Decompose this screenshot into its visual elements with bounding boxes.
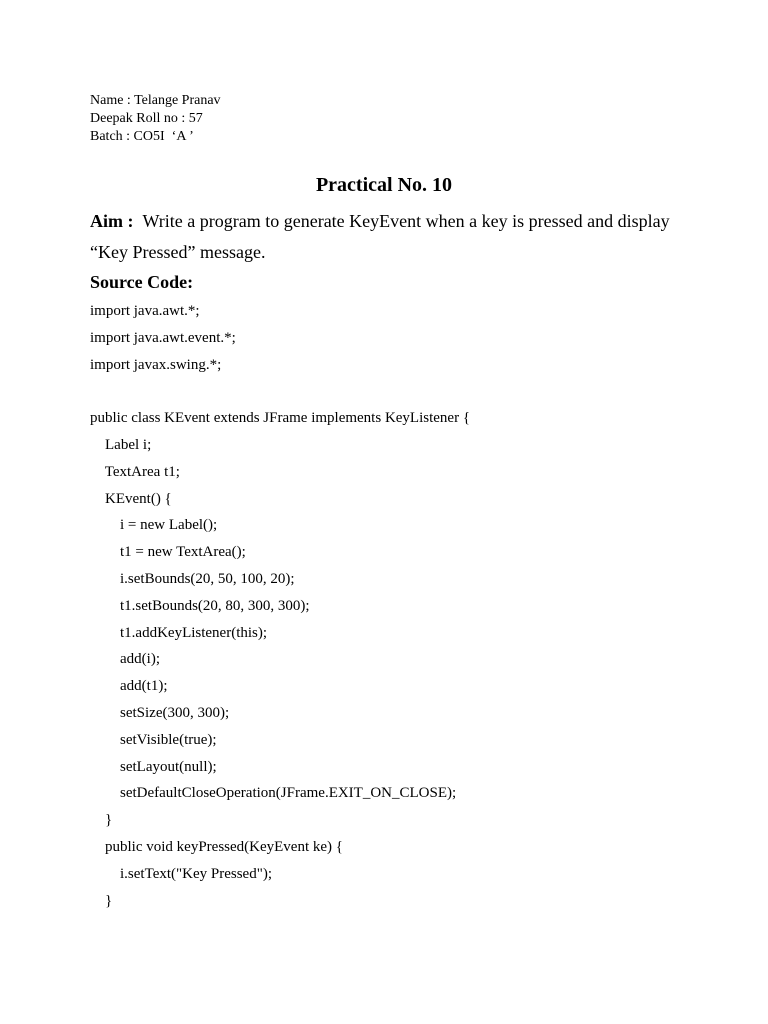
student-info <box>90 92 221 146</box>
code-line: } <box>90 812 113 829</box>
code-line: KEvent() { <box>90 490 172 507</box>
code-line: setDefaultCloseOperation(JFrame.EXIT_ON_CLOSE); <box>90 785 457 802</box>
code-line: i = new Label(); <box>90 517 218 534</box>
student-name-line: Name : Telange Pranav <box>90 93 221 108</box>
code-line: public void keyPressed(KeyEvent ke) { <box>90 838 343 855</box>
code-line: t1.addKeyListener(this); <box>90 624 268 641</box>
code-line: setSize(300, 300); <box>90 704 230 721</box>
code-line: TextArea t1; <box>90 463 180 480</box>
code-line: add(i); <box>90 651 160 668</box>
source-code-heading: Source Code: <box>90 272 194 292</box>
code-line: import javax.swing.*; <box>90 356 222 373</box>
batch-line: Batch : CO5I ‘A ’ <box>90 129 194 144</box>
practical-title: Practical No. 10 <box>315 174 453 196</box>
code-line <box>90 378 470 405</box>
code-line: t1 = new TextArea(); <box>90 544 246 561</box>
code-line: } <box>90 892 113 909</box>
aim-text: Write a program to generate KeyEvent when a key is pressed and display “Key Pressed” message. <box>90 211 670 262</box>
source-code-block <box>90 298 470 914</box>
code-line: public class KEvent extends JFrame implements KeyListener { <box>90 410 471 427</box>
code-line: import java.awt.*; <box>90 303 200 319</box>
code-line: setVisible(true); <box>90 731 217 748</box>
code-line: import java.awt.event.*; <box>90 329 236 346</box>
code-line: setLayout(null); <box>90 758 217 775</box>
code-line: i.setText("Key Pressed"); <box>90 865 272 882</box>
code-line: t1.setBounds(20, 80, 300, 300); <box>90 597 310 614</box>
aim-label: Aim : <box>90 211 134 231</box>
roll-number-line: Deepak Roll no : 57 <box>90 111 203 126</box>
code-line: Label i; <box>90 436 152 453</box>
aim-paragraph <box>90 206 690 268</box>
code-line: i.setBounds(20, 50, 100, 20); <box>90 570 295 587</box>
code-line: add(t1); <box>90 678 168 695</box>
